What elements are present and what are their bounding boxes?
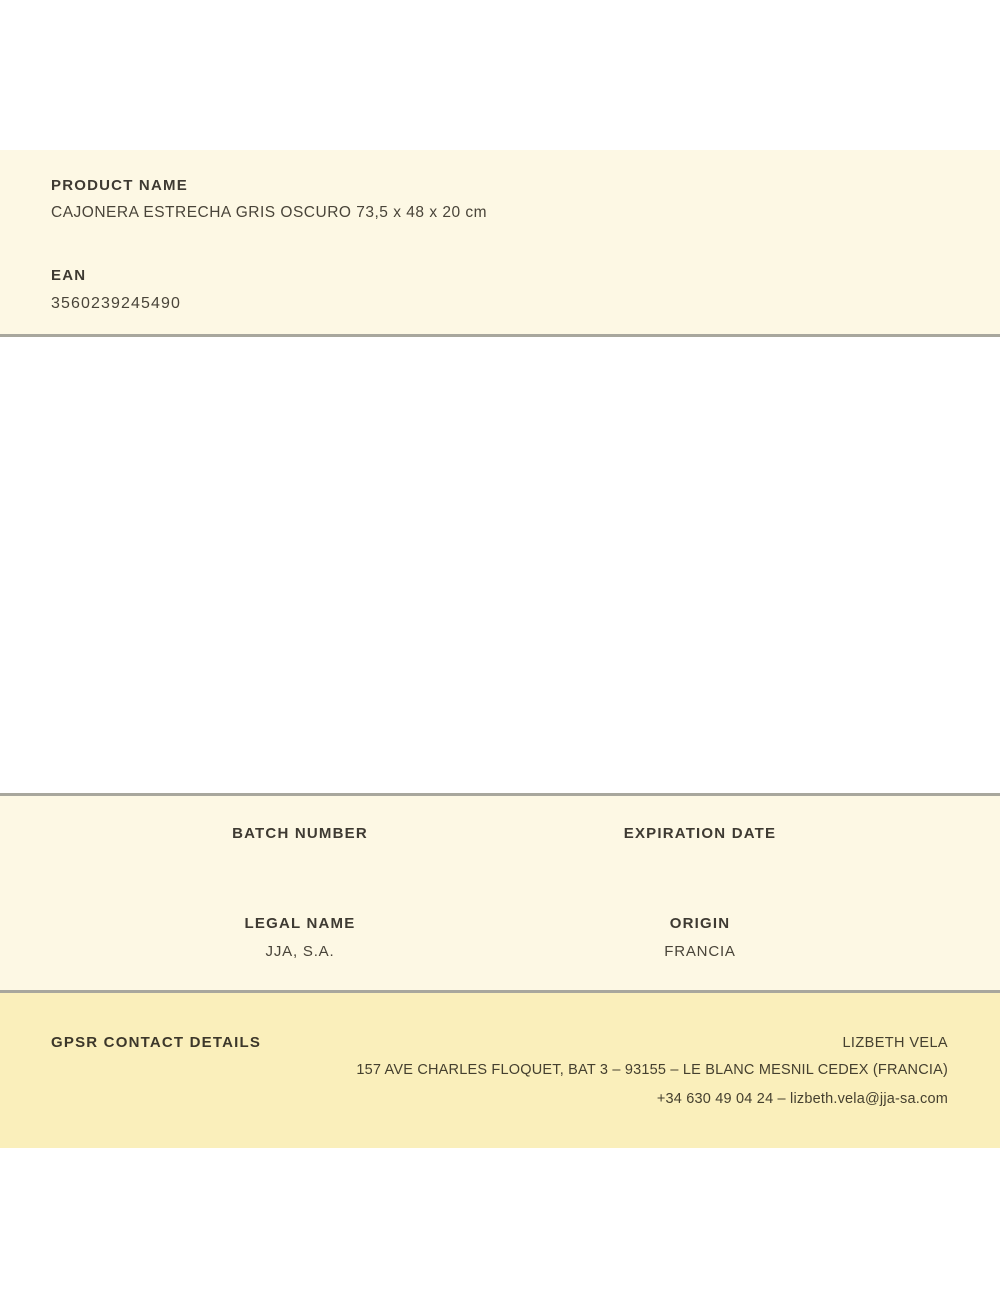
- product-info-band: [0, 150, 1000, 337]
- contact-address: 157 AVE CHARLES FLOQUET, BAT 3 – 93155 – LE BLANC MESNIL CEDEX (FRANCIA): [356, 1062, 948, 1078]
- contact-person-name: LIZBETH VELA: [842, 1035, 948, 1051]
- ean-value: 3560239245490: [51, 295, 181, 312]
- gpsr-contact-details-label: GPSR CONTACT DETAILS: [51, 1034, 262, 1051]
- gpsr-contact-header-row: [0, 1034, 1000, 1051]
- expiration-date-label: EXPIRATION DATE: [623, 825, 777, 842]
- batch-number-label: BATCH NUMBER: [232, 825, 368, 842]
- origin-value: FRANCIA: [664, 943, 736, 960]
- legal-name-value: JJA, S.A.: [265, 943, 335, 960]
- batch-info-band: [0, 793, 1000, 993]
- product-name-label: PRODUCT NAME: [51, 177, 188, 194]
- origin-label: ORIGIN: [669, 915, 731, 932]
- product-name-value: CAJONERA ESTRECHA GRIS OSCURO 73,5 x 48 x 20 cm: [51, 204, 488, 221]
- contact-phone-email: +34 630 49 04 24 – lizbeth.vela@jja-sa.com: [656, 1091, 948, 1107]
- ean-label: EAN: [51, 267, 87, 284]
- legal-name-label: LEGAL NAME: [244, 915, 356, 932]
- gpsr-contact-band: [0, 993, 1000, 1148]
